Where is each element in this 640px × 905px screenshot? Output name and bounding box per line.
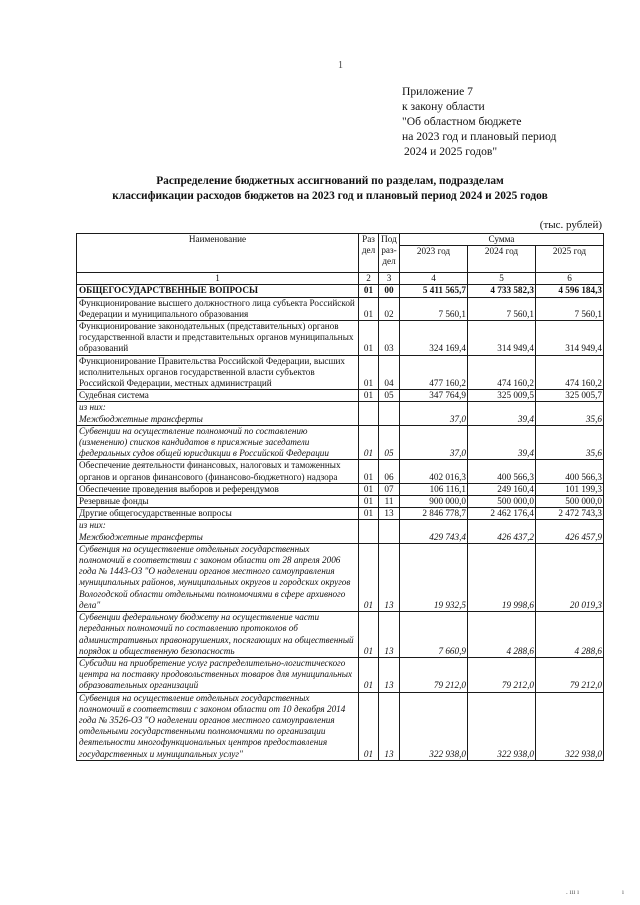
appendix-line-2: к закону области xyxy=(402,100,485,113)
appendix-line-4: на 2023 год и плановый период xyxy=(402,130,557,143)
row-2023-cell: 7 660,9 xyxy=(400,612,468,658)
table-row xyxy=(77,496,604,508)
row-2024-cell: 426 437,2 xyxy=(468,520,536,543)
header-name: Наименование xyxy=(77,234,359,273)
row-name-cell: Субвенции федеральному бюджету на осуществление части переданных полномочий по составлению протоколов об административных правонарушениях, посягающих на общественный порядок и общественную безопасность xyxy=(77,612,359,658)
row-name-cell: ОБЩЕГОСУДАРСТВЕННЫЕ ВОПРОСЫ xyxy=(77,285,359,297)
row-2025-cell: 7 560,1 xyxy=(536,297,604,320)
row-2025-cell: 20 019,3 xyxy=(536,543,604,611)
table-row xyxy=(77,657,604,692)
table-row xyxy=(77,285,604,297)
row-2023-cell: 106 116,1 xyxy=(400,483,468,495)
row-2024-cell: 19 998,6 xyxy=(468,543,536,611)
row-2024-cell: 500 000,0 xyxy=(468,496,536,508)
table-row xyxy=(77,390,604,402)
row-section-cell: 01 xyxy=(359,297,379,320)
column-index-row xyxy=(77,273,604,285)
row-section-cell: 01 xyxy=(359,285,379,297)
appendix-line-1: Приложение 7 xyxy=(402,85,473,98)
footer-mark-right: ı xyxy=(622,888,624,896)
header-row xyxy=(77,234,604,246)
row-2024-cell: 79 212,0 xyxy=(468,657,536,692)
header-year-2023: 2023 год xyxy=(400,246,468,273)
row-name-cell: Судебная система xyxy=(77,390,359,402)
row-section-cell: 01 xyxy=(359,321,379,356)
table-row xyxy=(77,520,604,543)
table-row xyxy=(77,543,604,611)
row-2024-cell: 400 566,3 xyxy=(468,460,536,483)
row-2024-cell: 314 949,4 xyxy=(468,321,536,356)
row-subsection-cell: 07 xyxy=(379,483,400,495)
header-year-2024: 2024 год xyxy=(468,246,536,273)
row-subsection-cell: 05 xyxy=(379,390,400,402)
row-section-cell: 01 xyxy=(359,657,379,692)
row-name-cell: Субсидии на приобретение услуг распределительно-логистического центра на поставку продовольственных товаров для муниципальных образовательных организаций xyxy=(77,657,359,692)
row-2025-cell: 426 457,9 xyxy=(536,520,604,543)
row-subsection-cell: 06 xyxy=(379,460,400,483)
row-2024-cell: 39,4 xyxy=(468,425,536,460)
table-row xyxy=(77,692,604,760)
header-subsection: Под раз- дел xyxy=(379,234,400,273)
title-line-1: Распределение бюджетных ассигнований по разделам, подразделам xyxy=(156,175,504,187)
table-row xyxy=(77,321,604,356)
header-section: Раз дел xyxy=(359,234,379,273)
row-2023-cell: 37,0 xyxy=(400,402,468,425)
appendix-header xyxy=(402,84,622,159)
table-row xyxy=(77,297,604,320)
row-subsection-cell: 05 xyxy=(379,425,400,460)
footer-mark-left: . ııı ı xyxy=(566,888,580,896)
row-name-cell: Функционирование высшего должностного лица субъекта Российской Федерации и муниципального образования xyxy=(77,297,359,320)
row-subsection-cell: 13 xyxy=(379,657,400,692)
row-2025-cell: 101 199,3 xyxy=(536,483,604,495)
row-2023-cell: 347 764,9 xyxy=(400,390,468,402)
index-cell: 5 xyxy=(468,273,536,285)
row-subsection-cell: 11 xyxy=(379,496,400,508)
row-2024-cell: 4 288,6 xyxy=(468,612,536,658)
row-2025-cell: 79 212,0 xyxy=(536,657,604,692)
row-2023-cell: 37,0 xyxy=(400,425,468,460)
row-2024-cell: 4 733 582,3 xyxy=(468,285,536,297)
budget-table xyxy=(76,233,604,761)
table-row xyxy=(77,612,604,658)
row-2024-cell: 2 462 176,4 xyxy=(468,508,536,520)
row-2025-cell: 500 000,0 xyxy=(536,496,604,508)
row-name-cell: из них: Межбюджетные трансферты xyxy=(77,402,359,425)
header-sum: Сумма xyxy=(400,234,604,246)
index-cell: 2 xyxy=(359,273,379,285)
document-title xyxy=(60,174,600,204)
row-2024-cell: 325 009,5 xyxy=(468,390,536,402)
row-2025-cell: 314 949,4 xyxy=(536,321,604,356)
row-subsection-cell: 00 xyxy=(379,285,400,297)
row-2025-cell: 2 472 743,3 xyxy=(536,508,604,520)
row-subsection-cell: 13 xyxy=(379,508,400,520)
row-name-cell: Другие общегосударственные вопросы xyxy=(77,508,359,520)
row-subsection-cell: 13 xyxy=(379,692,400,760)
row-subsection-cell: 13 xyxy=(379,543,400,611)
row-name-cell: Субвенции на осуществление полномочий по составлению (изменению) списков кандидатов в присяжные заседатели федеральных судов общей юрисдикции в Российской Федерации xyxy=(77,425,359,460)
row-name-cell: из них: Межбюджетные трансферты xyxy=(77,520,359,543)
row-subsection-cell xyxy=(379,402,400,425)
row-subsection-cell: 02 xyxy=(379,297,400,320)
table-row xyxy=(77,355,604,390)
row-2024-cell: 322 938,0 xyxy=(468,692,536,760)
row-section-cell: 01 xyxy=(359,612,379,658)
row-2023-cell: 429 743,4 xyxy=(400,520,468,543)
row-section-cell: 01 xyxy=(359,508,379,520)
row-2023-cell: 5 411 565,7 xyxy=(400,285,468,297)
row-2023-cell: 402 016,3 xyxy=(400,460,468,483)
index-cell: 4 xyxy=(400,273,468,285)
row-2025-cell: 4 596 184,3 xyxy=(536,285,604,297)
row-2023-cell: 900 000,0 xyxy=(400,496,468,508)
row-section-cell: 01 xyxy=(359,460,379,483)
row-2023-cell: 322 938,0 xyxy=(400,692,468,760)
row-section-cell xyxy=(359,402,379,425)
row-2024-cell: 249 160,4 xyxy=(468,483,536,495)
row-2025-cell: 474 160,2 xyxy=(536,355,604,390)
index-cell: 3 xyxy=(379,273,400,285)
row-section-cell: 01 xyxy=(359,483,379,495)
row-name-cell: Функционирование законодательных (представительных) органов государственной власти и представительных органов муниципальных образований xyxy=(77,321,359,356)
row-section-cell: 01 xyxy=(359,543,379,611)
row-name-cell: Обеспечение проведения выборов и референдумов xyxy=(77,483,359,495)
units-label: (тыс. рублей) xyxy=(539,219,602,231)
row-name-cell: Субвенция на осуществление отдельных государственных полномочий в соответствии с законом области от 10 декабря 2014 года № 3526-ОЗ "О наделении органов местного самоуправления отдельными государственными полномочиями по организации деятельности многофункциональных центров предоставления государственных и муниципальных услуг" xyxy=(77,692,359,760)
index-cell: 1 xyxy=(77,273,359,285)
row-2025-cell: 325 005,7 xyxy=(536,390,604,402)
header-year-2025: 2025 год xyxy=(536,246,604,273)
row-2023-cell: 2 846 778,7 xyxy=(400,508,468,520)
row-2023-cell: 7 560,1 xyxy=(400,297,468,320)
row-name-cell: Резервные фонды xyxy=(77,496,359,508)
row-section-cell: 01 xyxy=(359,355,379,390)
table-row xyxy=(77,483,604,495)
row-section-cell: 01 xyxy=(359,496,379,508)
row-2023-cell: 477 160,2 xyxy=(400,355,468,390)
appendix-line-3: "Об областном бюджете xyxy=(402,115,522,128)
row-2024-cell: 39,4 xyxy=(468,402,536,425)
index-cell: 6 xyxy=(536,273,604,285)
row-2025-cell: 4 288,6 xyxy=(536,612,604,658)
page-mark: 1 xyxy=(338,60,343,71)
row-subsection-cell: 03 xyxy=(379,321,400,356)
row-2023-cell: 324 169,4 xyxy=(400,321,468,356)
row-name-cell: Обеспечение деятельности финансовых, налоговых и таможенных органов и органов финансового (финансово-бюджетного) надзора xyxy=(77,460,359,483)
row-subsection-cell: 04 xyxy=(379,355,400,390)
row-2025-cell: 35,6 xyxy=(536,425,604,460)
row-section-cell: 01 xyxy=(359,692,379,760)
row-subsection-cell: 13 xyxy=(379,612,400,658)
appendix-line-5: 2024 и 2025 годов" xyxy=(404,145,498,158)
row-2023-cell: 19 932,5 xyxy=(400,543,468,611)
row-2025-cell: 322 938,0 xyxy=(536,692,604,760)
table-row xyxy=(77,425,604,460)
table-row xyxy=(77,460,604,483)
row-subsection-cell xyxy=(379,520,400,543)
row-2024-cell: 7 560,1 xyxy=(468,297,536,320)
table-row xyxy=(77,508,604,520)
row-section-cell xyxy=(359,520,379,543)
row-name-cell: Субвенция на осуществление отдельных государственных полномочий в соответствии с законом области от 28 апреля 2006 года № 1443-ОЗ "О наделении органов местного самоуправления муниципальных районов, муниципальных округов и городских округов Вологодской области отдельными полномочиями в сфере архивного дела" xyxy=(77,543,359,611)
title-line-2: классификации расходов бюджетов на 2023 год и плановый период 2024 и 2025 годов xyxy=(112,190,548,202)
row-section-cell: 01 xyxy=(359,425,379,460)
row-2025-cell: 35,6 xyxy=(536,402,604,425)
row-2024-cell: 474 160,2 xyxy=(468,355,536,390)
row-2025-cell: 400 566,3 xyxy=(536,460,604,483)
row-section-cell: 01 xyxy=(359,390,379,402)
row-name-cell: Функционирование Правительства Российской Федерации, высших исполнительных органов государственной власти субъектов Российской Федерации, местных администраций xyxy=(77,355,359,390)
table-row xyxy=(77,402,604,425)
row-2023-cell: 79 212,0 xyxy=(400,657,468,692)
